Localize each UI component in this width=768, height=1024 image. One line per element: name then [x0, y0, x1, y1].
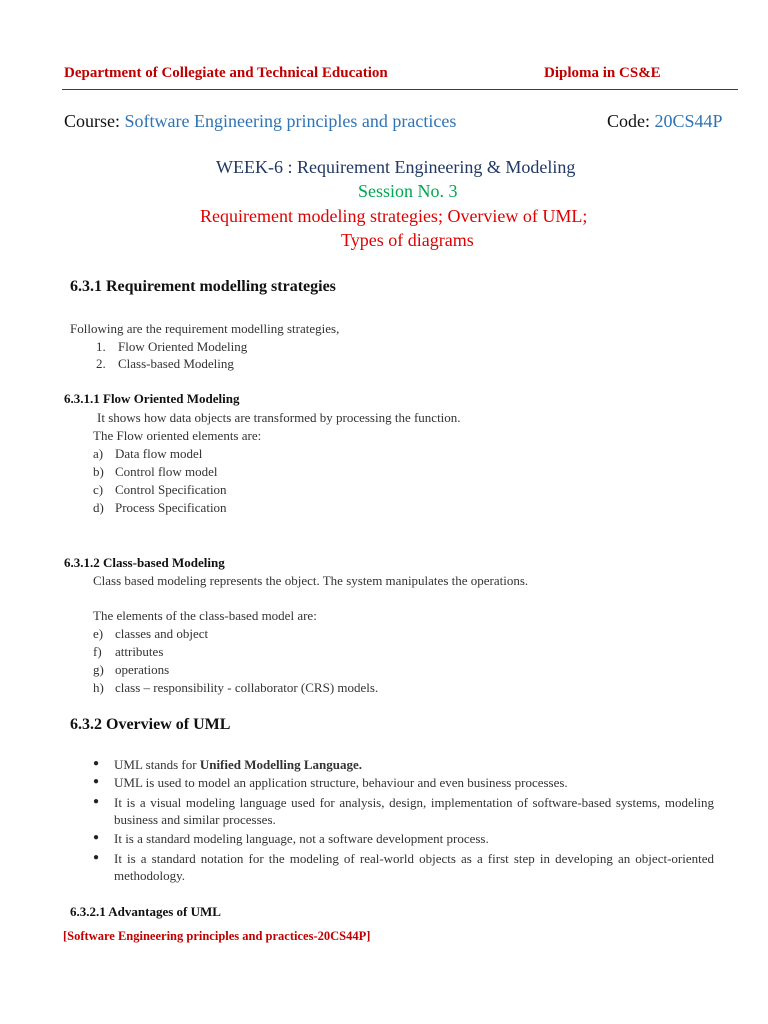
- list-marker: 2.: [96, 356, 106, 371]
- list-marker: a): [93, 446, 104, 461]
- subsection-heading: 6.3.2.1 Advantages of UML: [70, 904, 221, 919]
- list-item: [93, 644, 163, 660]
- subsection-heading: 6.3.1.2 Class-based Modeling: [64, 555, 225, 570]
- section-heading: 6.3.2 Overview of UML: [70, 716, 231, 733]
- paragraph: Following are the requirement modelling strategies,: [70, 321, 340, 336]
- list-item: [93, 680, 378, 696]
- list-marker: h): [93, 680, 104, 695]
- list-marker: e): [93, 626, 104, 641]
- list-text: Flow Oriented Modeling: [118, 339, 248, 354]
- course-line: [64, 111, 456, 132]
- paragraph: The Flow oriented elements are:: [93, 428, 262, 443]
- list-marker: b): [93, 464, 104, 479]
- bullet-item: [114, 756, 714, 773]
- list-marker: g): [93, 662, 104, 677]
- page-footer: [Software Engineering principles and practices-20CS44P]: [63, 929, 371, 943]
- list-item: [93, 464, 218, 480]
- bullet-item: It is a standard notation for the modeling of real-world objects as a first step in developing an object-oriented methodology.: [114, 851, 714, 883]
- subsection-heading: 6.3.1.1 Flow Oriented Modeling: [64, 391, 240, 406]
- bullet-item: It is a visual modeling language used for analysis, design, implementation of software-based systems, modeling business and similar processes.: [114, 795, 714, 827]
- bullet-icon: ●: [93, 758, 100, 769]
- paragraph: It shows how data objects are transformed by processing the function.: [97, 410, 461, 425]
- list-text: classes and object: [115, 626, 209, 641]
- list-text: attributes: [115, 644, 164, 659]
- bullet-bold-text: Unified Modelling Language.: [199, 757, 362, 772]
- bullet-text: UML stands for: [114, 757, 200, 772]
- week-title: WEEK-6 : Requirement Engineering & Modeling: [216, 157, 576, 177]
- list-marker: d): [93, 500, 104, 515]
- list-text: Control Specification: [115, 482, 227, 497]
- list-text: Process Specification: [115, 500, 227, 515]
- list-item: [96, 356, 234, 372]
- code-line: [607, 111, 723, 132]
- list-marker: c): [93, 482, 104, 497]
- topic-line-1: Requirement modeling strategies; Overview of UML;: [200, 206, 588, 226]
- diploma-name: Diploma in CS&E: [544, 65, 661, 81]
- bullet-icon: ●: [93, 776, 100, 787]
- paragraph: The elements of the class-based model are:: [93, 608, 317, 623]
- list-item: [93, 662, 169, 678]
- list-item: [93, 482, 227, 498]
- list-item: [93, 626, 208, 642]
- list-item: [93, 500, 227, 516]
- list-item: [96, 339, 247, 355]
- bullet-icon: ●: [93, 852, 100, 863]
- course-label: Course:: [64, 111, 120, 131]
- list-text: Control flow model: [115, 464, 218, 479]
- code-label: Code:: [607, 111, 650, 131]
- list-text: class – responsibility - collaborator (CRS) models.: [115, 680, 379, 695]
- topic-line-2: Types of diagrams: [341, 230, 474, 250]
- bullet-icon: ●: [93, 832, 100, 843]
- bullet-item: It is a standard modeling language, not a software development process.: [114, 831, 489, 846]
- list-item: [93, 446, 202, 462]
- list-marker: f): [93, 644, 102, 659]
- department-name: Department of Collegiate and Technical Education: [64, 65, 388, 81]
- paragraph: Class based modeling represents the object. The system manipulates the operations.: [93, 573, 529, 588]
- bullet-icon: ●: [93, 796, 100, 807]
- bullet-item: UML is used to model an application structure, behaviour and even business processes.: [114, 775, 568, 790]
- list-text: operations: [115, 662, 170, 677]
- list-text: Data flow model: [115, 446, 203, 461]
- section-heading: 6.3.1 Requirement modelling strategies: [70, 278, 336, 295]
- session-number: Session No. 3: [358, 181, 458, 201]
- course-name: Software Engineering principles and practices: [124, 111, 457, 131]
- list-marker: 1.: [96, 339, 106, 354]
- list-text: Class-based Modeling: [118, 356, 234, 371]
- course-code: 20CS44P: [654, 111, 723, 131]
- header-divider: [62, 89, 738, 90]
